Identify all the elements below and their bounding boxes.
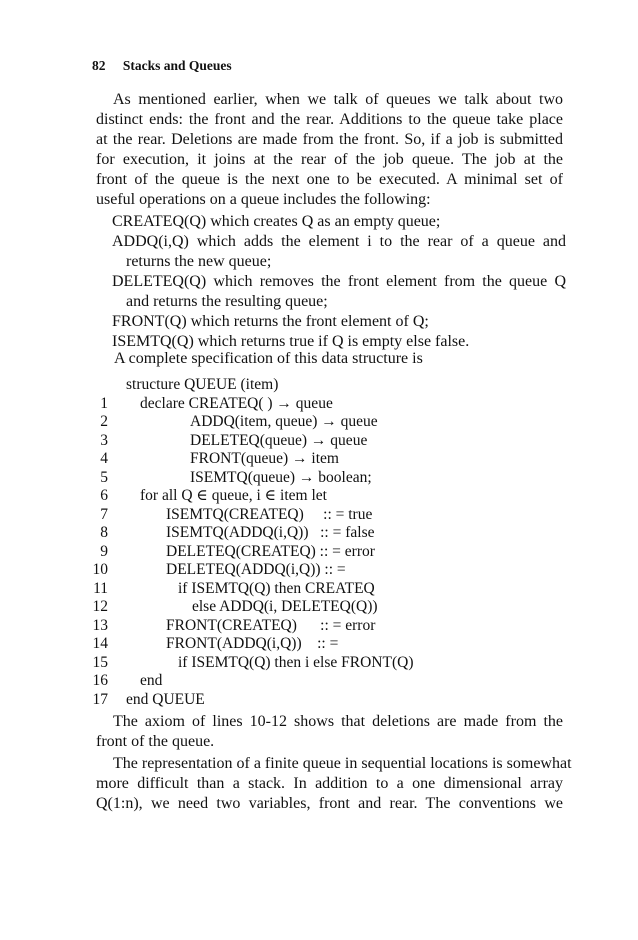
code-text: structure QUEUE (item) <box>126 376 279 393</box>
code-text: if ISEMTQ(Q) then CREATEQ <box>178 579 375 597</box>
operation-createq: CREATEQ(Q) which creates Q as an empty queue; <box>112 213 441 230</box>
code-text: DELETEQ(CREATEQ) :: = error <box>166 542 375 560</box>
paragraph-line: front of the queue. <box>96 733 215 750</box>
code-line <box>74 432 494 451</box>
code-line <box>74 395 494 414</box>
paragraph-line: front of the queue is the next one to be executed. A minimal set of <box>96 171 563 188</box>
axiom-paragraph <box>96 712 563 752</box>
line-number: 15 <box>92 653 108 671</box>
code-line <box>74 691 494 710</box>
line-number: 6 <box>100 487 108 504</box>
page-number: 82 <box>92 58 106 73</box>
code-line <box>74 469 494 488</box>
code-text: ISEMTQ(queue) → boolean; <box>190 468 372 486</box>
code-text: else ADDQ(i, DELETEQ(Q)) <box>192 598 378 615</box>
code-line <box>74 617 494 636</box>
code-text: declare CREATEQ( ) → queue <box>140 394 333 412</box>
paragraph-line: at the rear. Deletions are made from the front. So, if a job is submitted <box>96 131 563 148</box>
line-number: 8 <box>100 524 108 541</box>
paragraph-line: useful operations on a queue includes the following: <box>96 191 431 208</box>
line-number: 10 <box>92 561 108 578</box>
running-title: Stacks and Queues <box>122 58 232 73</box>
line-number: 12 <box>92 598 108 615</box>
code-text: if ISEMTQ(Q) then i else FRONT(Q) <box>178 653 414 671</box>
running-header <box>92 58 232 74</box>
paragraph-line: As mentioned earlier, when we talk of queues we talk about two <box>113 91 563 108</box>
code-text: DELETEQ(queue) → queue <box>190 431 368 449</box>
paragraph-line: Q(1:n), we need two variables, front and rear. The conventions we <box>96 795 563 812</box>
specification-intro: A complete specification of this data structure is <box>114 350 423 367</box>
line-number: 11 <box>93 579 108 597</box>
line-number: 13 <box>92 616 108 634</box>
paragraph-line: for execution, it joins at the rear of the job queue. The job at the <box>96 151 563 168</box>
code-line <box>74 561 494 580</box>
code-line <box>74 376 494 395</box>
line-number: 1 <box>100 394 108 412</box>
code-text: DELETEQ(ADDQ(i,Q)) :: = <box>166 561 346 578</box>
operations-list <box>112 212 566 352</box>
operation-front: FRONT(Q) which returns the front element of Q; <box>112 313 429 330</box>
line-number: 7 <box>100 505 108 523</box>
paragraph-line: The axiom of lines 10-12 shows that deletions are made from the <box>113 713 563 730</box>
code-text: FRONT(CREATEQ) :: = error <box>166 616 376 634</box>
intro-paragraph <box>96 90 563 210</box>
code-line <box>74 487 494 506</box>
code-text: FRONT(queue) → item <box>190 450 339 467</box>
operation-deleteq-cont: and returns the resulting queue; <box>126 293 328 310</box>
code-line <box>74 598 494 617</box>
code-text: end QUEUE <box>126 690 205 708</box>
paragraph-line: distinct ends: the front and the rear. Additions to the queue take place <box>96 111 563 128</box>
code-line <box>74 543 494 562</box>
line-number: 14 <box>92 635 108 652</box>
code-line <box>74 580 494 599</box>
code-text: end <box>140 672 163 689</box>
code-text: FRONT(ADDQ(i,Q)) :: = <box>166 635 339 652</box>
operation-deleteq: DELETEQ(Q) which removes the front element from the queue Q <box>112 273 566 290</box>
code-line <box>74 524 494 543</box>
line-number: 2 <box>100 413 108 430</box>
code-line <box>74 413 494 432</box>
queue-specification <box>74 376 494 709</box>
code-line <box>74 506 494 525</box>
line-number: 3 <box>100 431 108 449</box>
code-line <box>74 635 494 654</box>
code-line <box>74 450 494 469</box>
operation-addq-cont: returns the new queue; <box>126 253 272 270</box>
operation-isemtq: ISEMTQ(Q) which returns true if Q is empty else false. <box>112 333 470 350</box>
code-line <box>74 654 494 673</box>
operation-addq: ADDQ(i,Q) which adds the element i to the rear of a queue and <box>112 233 566 250</box>
line-number: 17 <box>92 690 108 708</box>
paragraph-line: more difficult than a stack. In addition to a one dimensional array <box>96 775 563 792</box>
paragraph-line: The representation of a finite queue in sequential locations is somewhat <box>113 755 572 772</box>
line-number: 4 <box>100 450 108 467</box>
code-text: ISEMTQ(ADDQ(i,Q)) :: = false <box>166 524 375 541</box>
representation-paragraph <box>96 754 572 814</box>
code-line <box>74 672 494 691</box>
line-number: 16 <box>92 672 108 689</box>
code-text: ISEMTQ(CREATEQ) :: = true <box>166 505 373 523</box>
code-text: ADDQ(item, queue) → queue <box>190 413 378 430</box>
line-number: 5 <box>100 468 108 486</box>
line-number: 9 <box>100 542 108 560</box>
code-text: for all Q ∈ queue, i ∈ item let <box>140 487 327 504</box>
